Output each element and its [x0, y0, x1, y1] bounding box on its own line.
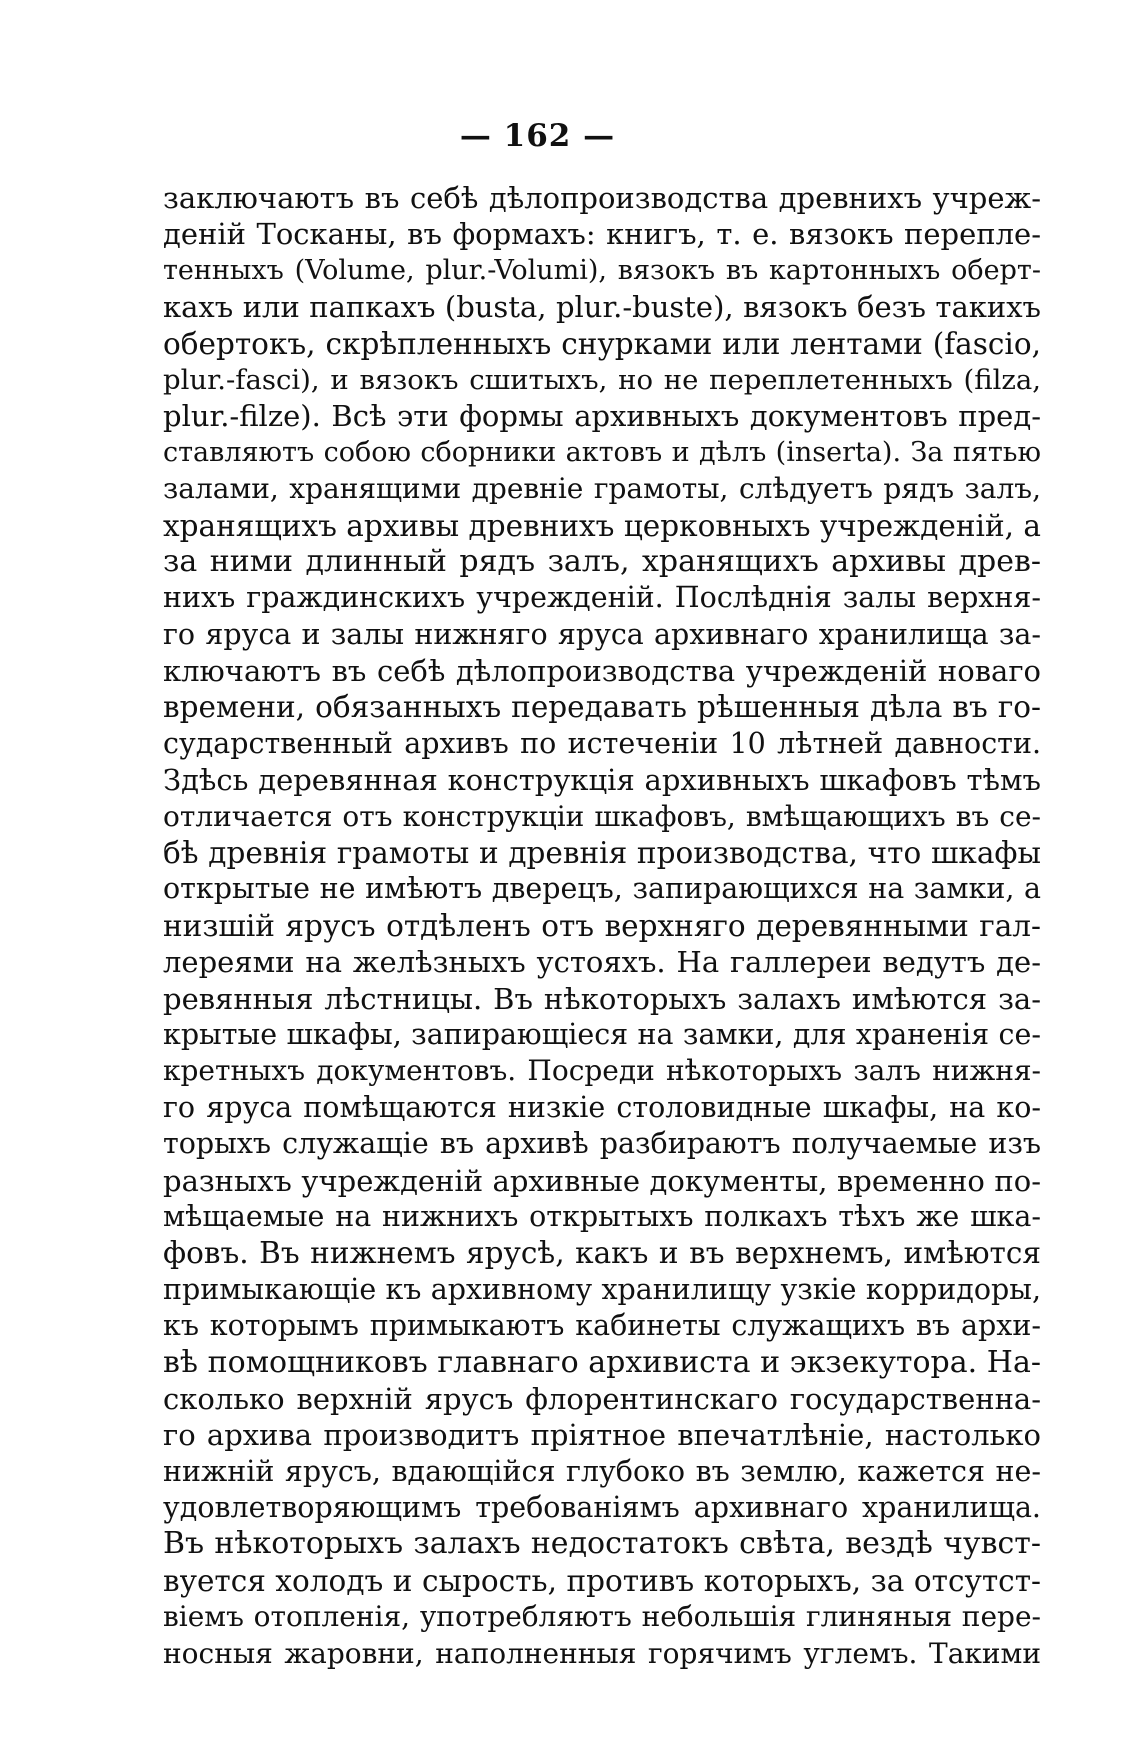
text-line: примыкающіе къ архивному хранилищу узкіе корридоры, [163, 1272, 1041, 1306]
text-line: носныя жаровни, наполненныя горячимъ углемъ. Такими [163, 1636, 1041, 1670]
text-line: деній Тосканы, въ формахъ: книгъ, т. е. вязокъ перепле- [163, 217, 1041, 252]
text-line: plur.-filze). Всѣ эти формы архивныхъ документовъ пред- [163, 399, 1041, 434]
text-line: низшій ярусъ отдѣленъ отъ верхняго деревянными гал- [163, 908, 1041, 943]
text-line: тенныхъ (Volume, plur.-Volumi), вязокъ въ картонныхъ оберт- [163, 254, 1041, 286]
text-line: торыхъ служащіе въ архивѣ разбираютъ получаемые изъ [163, 1127, 1041, 1161]
text-line: нихъ граждинскихъ учрежденій. Послѣднія залы верхня- [163, 581, 1041, 615]
text-line: ставляютъ собою сборники актовъ и дѣлъ (inserta). За пятью [163, 436, 1041, 468]
text-line: бѣ древнія грамоты и древнія производства, что шкафы [163, 836, 1041, 871]
text-line: открытые не имѣютъ дверецъ, запирающихся на замки, а [163, 872, 1041, 906]
text-line: отличается отъ конструкціи шкафовъ, вмѣщающихъ въ се- [163, 799, 1041, 833]
text-line: віемъ отопленія, употребляютъ небольшія глиняныя пере- [163, 1600, 1041, 1634]
text-line: го яруса помѣщаются низкіе столовидные шкафы, на ко- [163, 1090, 1041, 1124]
text-line: мѣщаемые на нижнихъ открытыхъ полкахъ тѣхъ же шка- [163, 1199, 1041, 1233]
text-line: ревянныя лѣстницы. Въ нѣкоторыхъ залахъ имѣются за- [163, 981, 1041, 1016]
text-line: кахъ или папкахъ (busta, plur.-buste), вязокъ безъ такихъ [163, 290, 1041, 325]
body-text [163, 180, 1041, 1672]
text-line: за ними длинный рядъ залъ, хранящихъ архивы древ- [163, 543, 1041, 579]
text-line: удовлетворяющимъ требованіямъ архивнаго хранилища. [163, 1491, 1041, 1525]
text-line: хранящихъ архивы древнихъ церковныхъ учрежденій, а [163, 508, 1041, 543]
page-number: — 162 — [459, 118, 616, 154]
text-line: къ которымъ примыкаютъ кабинеты служащихъ въ архи- [163, 1309, 1041, 1343]
text-line: заключаютъ въ себѣ дѣлопроизводства древнихъ учреж- [163, 181, 1041, 215]
text-line: кретныхъ документовъ. Посреди нѣкоторыхъ залъ нижня- [163, 1054, 1041, 1088]
text-line: обертокъ, скрѣпленныхъ снурками или лентами (fascio, [163, 326, 1041, 361]
text-line: разныхъ учрежденій архивные документы, временно по- [163, 1163, 1041, 1198]
text-line: фовъ. Въ нижнемъ ярусѣ, какъ и въ верхнемъ, имѣются [163, 1236, 1041, 1271]
text-line: го архива производитъ пріятное впечатлѣніе, настолько [163, 1418, 1041, 1453]
text-line: залами, хранящими древніе грамоты, слѣдуетъ рядъ залъ, [163, 472, 1041, 506]
text-line: Здѣсь деревянная конструкція архивныхъ шкафовъ тѣмъ [163, 763, 1041, 798]
text-line: сколько верхній ярусъ флорентинскаго государственна- [163, 1381, 1041, 1416]
text-line: Въ нѣкоторыхъ залахъ недостатокъ свѣта, вездѣ чувст- [163, 1526, 1041, 1562]
text-line: ключаютъ въ себѣ дѣлопроизводства учрежденій новаго [163, 654, 1041, 689]
text-line: сударственный архивъ по истеченіи 10 лѣтней давности. [163, 726, 1041, 760]
text-line: вѣ помощниковъ главнаго архивиста и экзекутора. На- [163, 1344, 1041, 1380]
text-line: го яруса и залы нижняго яруса архивнаго хранилища за- [163, 617, 1041, 651]
text-line: времени, обязанныхъ передавать рѣшенныя дѣла въ го- [163, 690, 1041, 725]
text-line: лереями на желѣзныхъ устояхъ. На галлереи ведутъ де- [163, 945, 1041, 980]
text-line: крытые шкафы, запирающіеся на замки, для храненія се- [163, 1017, 1041, 1051]
text-line: вуется холодъ и сырость, противъ которыхъ, за отсутст- [163, 1563, 1041, 1598]
text-line: plur.-fasci), и вязокъ сшитыхъ, но не переплетенныхъ (filza, [163, 363, 1041, 396]
text-line: нижній ярусъ, вдающійся глубоко въ землю, кажется не- [163, 1454, 1041, 1488]
